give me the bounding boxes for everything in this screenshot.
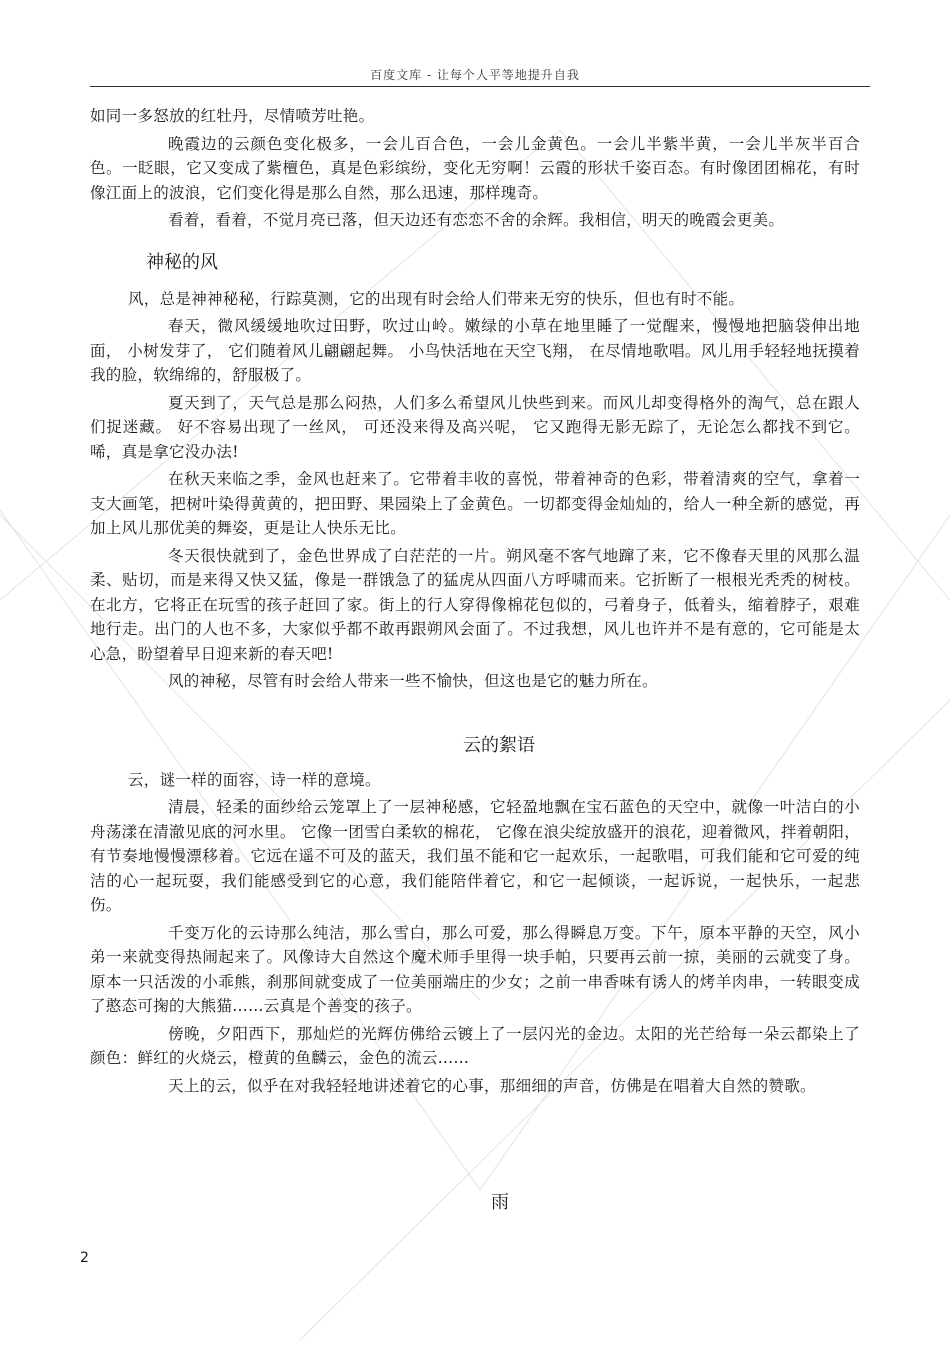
wind-paragraph: 冬天很快就到了，金色世界成了白茫茫的一片。朔风毫不客气地蹿了来，它不像春天里的风那么温柔、贴切，而是来得又快又猛，像是一群饿急了的猛虎从四面八方呼啸而来。它折断了一根根光秃秃的树枝。在北方，它将正在玩雪的孩子赶回了家。街上的行人穿得像棉花包似的，弓着身子，低着头，缩着脖子，艰难地行走。出门的人也不多，大家似乎都不敢再跟朔风会面了。不过我想，风儿也许并不是有意的，它可能是太心急，盼望着早日迎来新的春天吧! xyxy=(90,546,860,663)
wind-paragraph: 春天，微风缓缓地吹过田野，吹过山岭。嫩绿的小草在地里睡了一觉醒来，慢慢地把脑袋伸出地面， 小树发芽了， 它们随着风儿翩翩起舞。 小鸟快活地在天空飞翔， 在尽情地歌唱。风儿用手轻轻地抚摸着我的脸，软绵绵的，舒服极了。 xyxy=(90,317,860,384)
intro-paragraph: 看着，看着，不觉月亮已落，但天边还有恋恋不舍的余辉。我相信，明天的晚霞会更美。 xyxy=(168,211,785,229)
cloud-paragraph: 天上的云，似乎在对我轻轻地讲述着它的心事，那细细的声音，仿佛是在唱着大自然的赞歌。 xyxy=(168,1076,816,1095)
section-title-wind: 神秘的风 xyxy=(146,251,218,273)
intro-paragraph: 如同一多怒放的红牡丹，尽情喷芳吐艳。 xyxy=(90,107,375,125)
document-body xyxy=(90,104,860,1098)
cloud-paragraph: 傍晚，夕阳西下，那灿烂的光辉仿佛给云镀上了一层闪光的金边。太阳的光芒给每一朵云都染上了颜色：鲜红的火烧云，橙黄的鱼麟云，金色的流云…… xyxy=(90,1024,860,1067)
wind-paragraph: 风的神秘，尽管有时会给人带来一些不愉快，但这也是它的魅力所在。 xyxy=(168,672,658,690)
intro-paragraph: 晚霞边的云颜色变化极多，一会儿百合色，一会儿金黄色。一会儿半紫半黄，一会儿半灰半百合色。一眨眼，它又变成了紫檀色，真是色彩缤纷，变化无穷啊！云霞的形状千姿百态。有时像团团棉花，有时像江面上的波浪，它们变化得是那么自然，那么迅速，那样瑰奇。 xyxy=(90,134,860,202)
page-header: 百度文库 - 让每个人平等地提升自我 xyxy=(370,68,580,82)
cloud-paragraph: 云，谜一样的面容，诗一样的意境。 xyxy=(128,770,381,789)
page-number: 2 xyxy=(80,1250,89,1266)
wind-paragraph: 夏天到了，天气总是那么闷热，人们多么希望风儿快些到来。而风儿却变得格外的淘气，总在跟人们捉迷藏。 好不容易出现了一丝风， 可还没来得及高兴呢， 它又跑得无影无踪了，无论怎么都找不到它。唏，真是拿它没办法! xyxy=(90,393,860,461)
header-divider xyxy=(90,86,870,87)
wind-paragraph: 风，总是神神秘秘，行踪莫测，它的出现有时会给人们带来无穷的快乐，但也有时不能。 xyxy=(128,289,745,308)
section-title-cloud: 云的絮语 xyxy=(463,734,535,756)
wind-paragraph: 在秋天来临之季，金风也赶来了。它带着丰收的喜悦，带着神奇的色彩，带着清爽的空气，拿着一支大画笔，把树叶染得黄黄的，把田野、果园染上了金黄色。一切都变得金灿灿的，给人一种全新的感觉，再加上风儿那优美的舞姿，更是让人快乐无比。 xyxy=(90,470,860,537)
cloud-paragraph: 清晨，轻柔的面纱给云笼罩上了一层神秘感，它轻盈地飘在宝石蓝色的天空中，就像一叶洁白的小舟荡漾在清澈见底的河水里。 它像一团雪白柔软的棉花， 它像在浪尖绽放盛开的浪花，迎着微风，拌着朝阳，有节奏地慢慢漂移着。它远在遥不可及的蓝天，我们虽不能和它一起欢乐，一起歌唱，可我们能和它可爱的纯洁的心一起玩耍，我们能感受到它的心意，我们能陪伴着它，和它一起倾谈，一起诉说，一起快乐，一起悲伤。 xyxy=(90,798,860,914)
section-title-rain: 雨 xyxy=(491,1192,509,1213)
cloud-paragraph: 千变万化的云诗那么纯洁，那么雪白，那么可爱，那么得瞬息万变。下午，原本平静的天空，风小弟一来就变得热闹起来了。风像诗大自然这个魔术师手里得一块手帕，只要再云前一掠，美丽的云就变了身。原本一只活泼的小乖熊，刹那间就变成了一位美丽端庄的少女；之前一串香味有诱人的烤羊肉串，一转眼变成了憨态可掬的大熊猫……云真是个善变的孩子。 xyxy=(90,923,860,1015)
